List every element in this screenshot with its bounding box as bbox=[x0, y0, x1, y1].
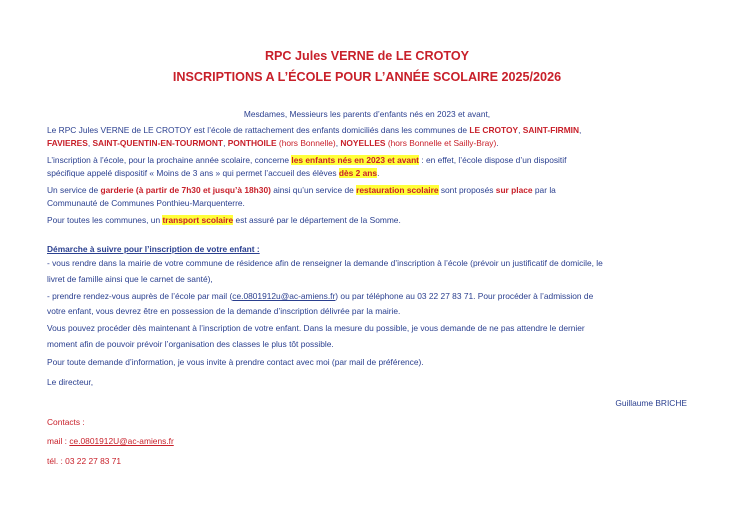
contact-tel-value: 03 22 27 83 71 bbox=[65, 456, 122, 466]
contact-mail-link[interactable]: ce.0801912U@ac-amiens.fr bbox=[69, 436, 174, 446]
contact-mail-row bbox=[47, 436, 174, 446]
transport-text-2: est assuré par le département de la Somme. bbox=[235, 215, 401, 225]
step-2-line-2: votre enfant, vous devrez être en possession de la demande d’inscription délivrée par la mairie. bbox=[47, 306, 401, 316]
info-line: Pour toute demande d’information, je vous invite à prendre contact avec moi (par mail de préférence). bbox=[47, 357, 424, 367]
services-text-2: ainsi qu’un service de bbox=[273, 185, 354, 195]
contact-mail-label: mail : bbox=[47, 436, 68, 446]
service-garderie-hours: (à partir de 7h30 et jusqu’à 18h30) bbox=[135, 185, 271, 195]
commune-saint-firmin: SAINT-FIRMIN bbox=[522, 125, 580, 135]
contact-tel-row bbox=[47, 456, 121, 466]
commune-favieres: FAVIERES bbox=[47, 138, 88, 148]
contacts-label: Contacts : bbox=[47, 417, 85, 427]
advice-line-2: moment afin de pouvoir prévoir l’organisation des classes le plus tôt possible. bbox=[47, 339, 334, 349]
commune-ponthoile-note: (hors Bonnelle) bbox=[278, 138, 336, 148]
greeting: Mesdames, Messieurs les parents d’enfants nés en 2023 et avant, bbox=[243, 109, 491, 119]
service-garderie: garderie bbox=[100, 185, 134, 195]
step-2-text-2: ) ou par téléphone au 03 22 27 83 71. Pour procéder à l’admission de bbox=[335, 291, 594, 301]
concern-text-2: : en effet, l’école dispose d’un dispositif bbox=[421, 155, 567, 165]
commune-ponthoile: PONTHOILE bbox=[227, 138, 277, 148]
transport-text: Pour toutes les communes, un bbox=[47, 215, 161, 225]
concern-text: L’inscription à l’école, pour la prochaine année scolaire, concerne bbox=[47, 155, 290, 165]
commune-noyelles: NOYELLES bbox=[340, 138, 386, 148]
highlight-from-2-years: dès 2 ans bbox=[338, 168, 378, 178]
commune-noyelles-note: (hors Bonnelle et Sailly-Bray) bbox=[387, 138, 497, 148]
concern-text-3: spécifique appelé dispositif « Moins de 3 ans » qui permet l’accueil des élèves bbox=[47, 168, 337, 178]
services-line-1 bbox=[47, 185, 694, 196]
highlight-born-2023: les enfants nés en 2023 et avant bbox=[291, 155, 419, 165]
signature: Guillaume BRICHE bbox=[615, 398, 687, 408]
transport-line bbox=[47, 215, 694, 226]
step-1-line-2: livret de famille ainsi que le carnet de santé), bbox=[47, 274, 213, 284]
concern-line-1 bbox=[47, 155, 694, 166]
title-school: RPC Jules VERNE de LE CROTOY bbox=[264, 49, 470, 63]
step-1-line-1: - vous rendre dans la mairie de votre commune de résidence afin de renseigner la demande d’inscription à l’école (prévoir un justificatif de domicile, le bbox=[47, 258, 603, 268]
title-registration: INSCRIPTIONS A L’ÉCOLE POUR L’ANNÉE SCOLAIRE 2025/2026 bbox=[172, 70, 562, 84]
contact-tel-label: tél. : bbox=[47, 456, 63, 466]
intro-line-1: Le RPC Jules VERNE de LE CROTOY est l’école de rattachement des enfants domiciliés dans les communes de LE CROTOY, SAINT-FIRMIN, bbox=[47, 125, 582, 135]
advice-line-1: Vous pouvez procéder dès maintenant à l’inscription de votre enfant. Dans la mesure du possible, je vous demande de ne pas attendre le dernier bbox=[47, 323, 585, 333]
highlight-restauration: restauration scolaire bbox=[356, 185, 439, 195]
services-text-3: sont proposés bbox=[440, 185, 494, 195]
commune-le-crotoy: LE CROTOY bbox=[469, 125, 519, 135]
step-2-line-1 bbox=[47, 291, 694, 302]
services-line-2: Communauté de Communes Ponthieu-Marquenterre. bbox=[47, 198, 245, 208]
intro-line-2: FAVIERES, SAINT-QUENTIN-EN-TOURMONT, PONTHOILE (hors Bonnelle), NOYELLES (hors Bonnelle et Sailly-Bray). bbox=[47, 138, 499, 148]
services-text-4: par la bbox=[534, 185, 556, 195]
closing: Le directeur, bbox=[47, 377, 94, 387]
concern-line-2: spécifique appelé dispositif « Moins de 3 ans » qui permet l’accueil des élèves dès 2 ans. bbox=[47, 168, 380, 178]
services-text: Un service de bbox=[47, 185, 99, 195]
step-2-text: - prendre rendez-vous auprès de l’école par mail ( bbox=[47, 291, 233, 301]
intro-text: Le RPC Jules VERNE de LE CROTOY est l’école de rattachement des enfants domiciliés dans les communes de bbox=[47, 125, 468, 135]
highlight-transport: transport scolaire bbox=[162, 215, 234, 225]
commune-saint-quentin: SAINT-QUENTIN-EN-TOURMONT bbox=[92, 138, 224, 148]
steps-heading: Démarche à suivre pour l’inscription de votre enfant : bbox=[47, 244, 260, 254]
school-email-link[interactable]: ce.0801912u@ac-amiens.fr bbox=[232, 291, 336, 301]
service-on-site: sur place bbox=[495, 185, 533, 195]
